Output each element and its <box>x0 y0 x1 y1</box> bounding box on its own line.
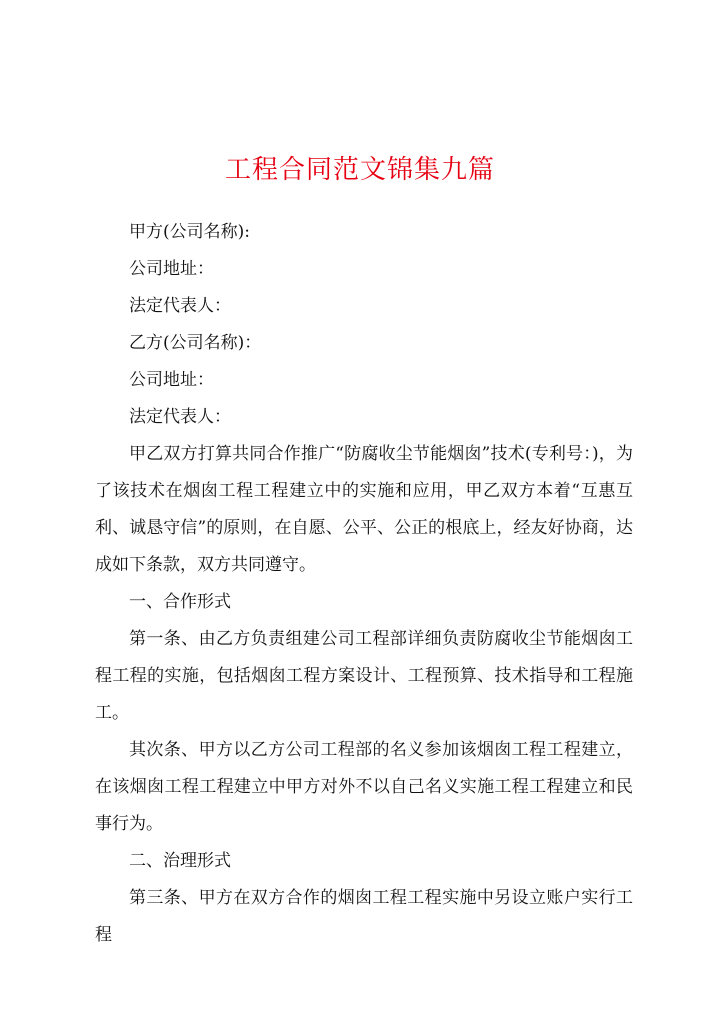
section-heading-management: 二、治理形式 <box>129 851 231 871</box>
party-a-address-line: 公司地址： <box>129 259 214 279</box>
document-body <box>95 214 633 954</box>
document-title: 工程合同范文锦集九篇 <box>224 155 495 185</box>
party-b-representative-line: 法定代表人： <box>129 407 231 427</box>
party-a-representative-line: 法定代表人： <box>129 296 231 316</box>
party-a-name-line: 甲方(公司名称): <box>129 222 250 242</box>
article-2-paragraph: 其次条、甲方以乙方公司工程部的名义参加该烟囱工程工程建立，在该烟囱工程工程建立中甲方对外不以自己名义实施工程工程建立和民事行为。 <box>95 740 633 834</box>
section-heading-cooperation: 一、合作形式 <box>129 592 231 612</box>
article-1-paragraph: 第一条、由乙方负责组建公司工程部详细负责防腐收尘节能烟囱工程工程的实施，包括烟囱工程方案设计、工程预算、技术指导和工程施工。 <box>95 629 633 723</box>
preamble-paragraph: 甲乙双方打算共同合作推广“防腐收尘节能烟囱”技术(专利号：)，为了该技术在烟囱工程工程建立中的实施和应用，甲乙双方本着“互惠互利、诚恳守信”的原则，在自愿、公平、公正的根底上，经友好协商，达成如下条款，双方共同遵守。 <box>95 444 633 575</box>
article-3-paragraph: 第三条、甲方在双方合作的烟囱工程工程实施中另设立账户实行工程 <box>95 888 633 945</box>
party-b-address-line: 公司地址： <box>129 370 214 390</box>
party-b-name-line: 乙方(公司名称)： <box>129 333 262 353</box>
